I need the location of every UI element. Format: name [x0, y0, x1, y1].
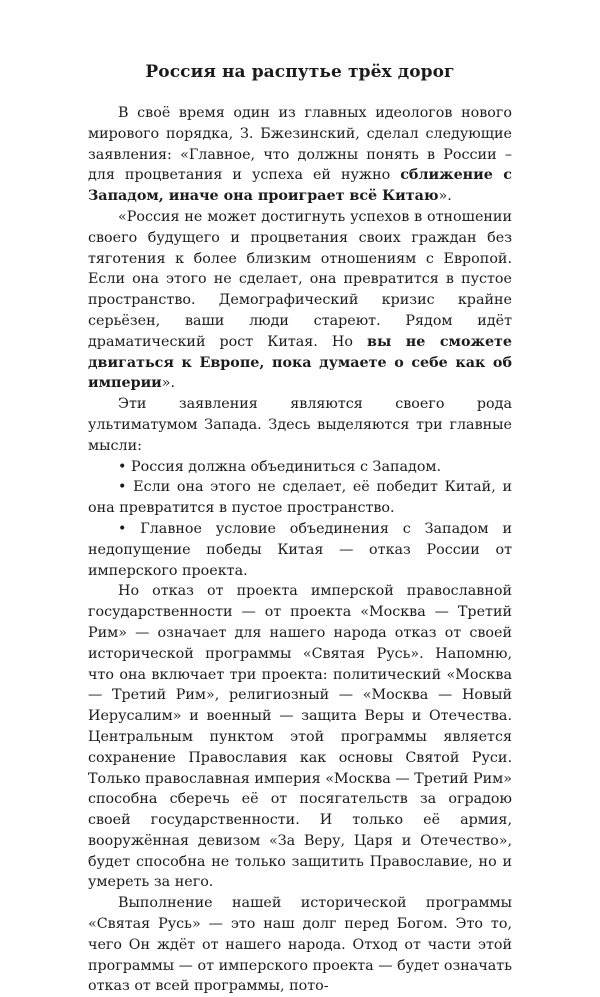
- bullet-item: • Если она этого не сделает, её победит Китай, и она превратится в пустое пространство.: [88, 479, 512, 517]
- paragraph-2-end: ».: [161, 375, 176, 392]
- paragraph-3: Эти заявления являются своего рода ультиматумом Запада. Здесь выделяются три главные мысли:: [88, 396, 512, 454]
- paragraph-2: [88, 207, 512, 394]
- text-body: [88, 103, 512, 997]
- page-title: Россия на распутье трёх дорог: [145, 62, 455, 82]
- bullet-item: • Россия должна объединиться с Западом.: [118, 458, 442, 475]
- paragraph-4: Но отказ от проекта имперской православной государственности — от проекта «Москва — Третий Рим» — означает для нашего народа отказ от своей исторической программы «Святая Русь». Напомню, что она включает три проекта: политический «Москва — Третий Рим», религиозный — «Москва — Новый Иерусалим» и военный — защита Веры и Отечества. Центральным пунктом этой программы является сохранение Православия как основы Святой Руси. Только православная империя «Москва — Третий Рим» способна сберечь её от посягательств за оградою своей государственности. И только её армия, вооружённая девизом «За Веру, Царя и Отечество», будет способна не только защитить Православие, но и умереть за него.: [88, 583, 512, 891]
- paragraph-2-bold: вы не сможете двигаться к Европе, пока думаете о себе как об империи: [88, 333, 512, 392]
- paragraph-1: [88, 103, 512, 207]
- paragraph-1-text: В своё время один из главных идеологов нового мирового порядка, З. Бжезинский, сделал следующие заявления: «Главное, что должны понять в России – для процветания и успеха ей нужно: [88, 105, 512, 184]
- paragraph-1-bold: сближение с Западом, иначе она проиграет всё Китаю: [88, 167, 512, 205]
- bullet-item: • Главное условие объединения с Западом и недопущение победы Китая — отказ России от имперского проекта.: [88, 520, 512, 579]
- paragraph-5: Выполнение нашей исторической программы «Святая Русь» — это наш долг перед Богом. Это то, чего Он ждёт от нашего народа. Отход от части этой программы — от имперского проекта — будет означать отказ от всей программы, пото-: [88, 895, 512, 995]
- paragraph-2-text: «Россия не может достигнуть успехов в отношении своего будущего и процветания своих граждан без тяготения к более близким отношениям с Европой. Если она этого не сделает, она превратится в пустое пространство. Демографический кризис крайне серьёзен, ваши люди стареют. Рядом идёт драматический рост Китая. Но: [88, 208, 512, 350]
- paragraph-1-end: ».: [438, 188, 452, 205]
